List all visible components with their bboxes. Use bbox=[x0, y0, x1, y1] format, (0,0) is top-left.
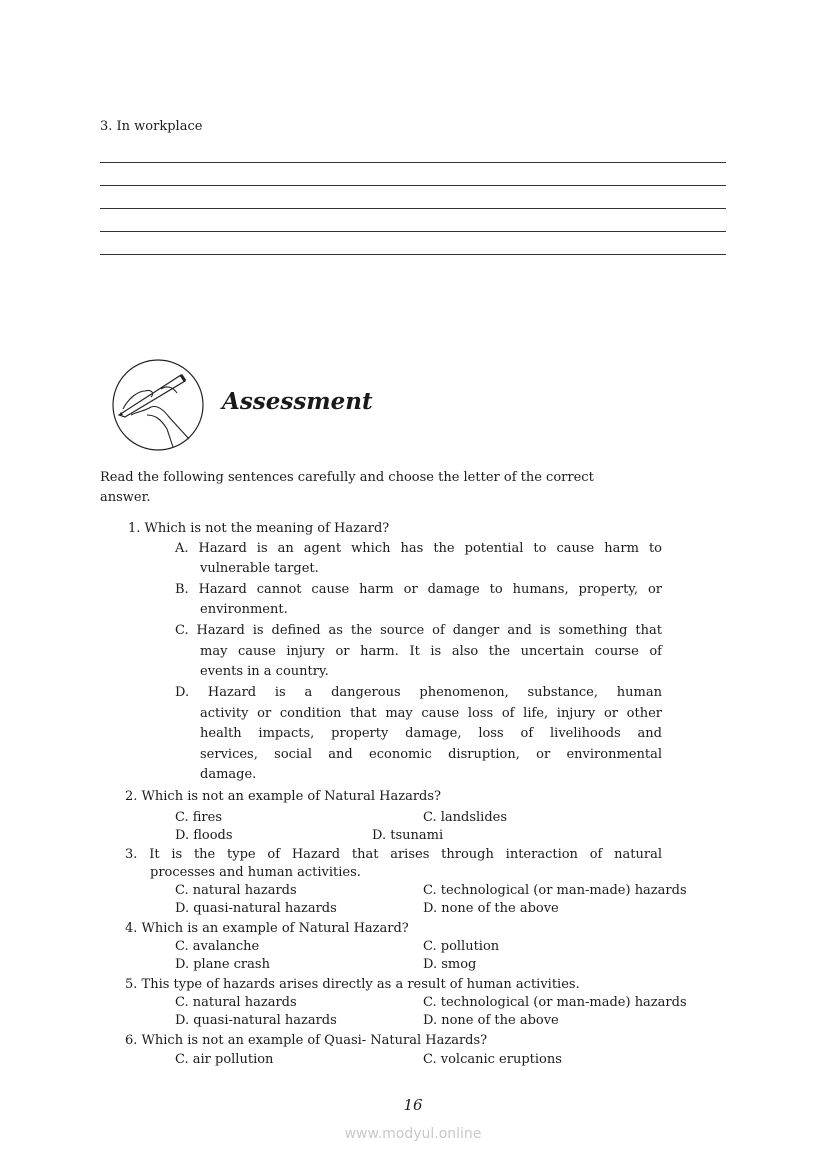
option-a-cont: vulnerable target. bbox=[200, 561, 319, 576]
option[interactable]: D. plane crash bbox=[175, 957, 270, 972]
instructions-line: answer. bbox=[100, 490, 151, 505]
answer-line[interactable] bbox=[100, 162, 726, 163]
question-1-stem: 1. Which is not the meaning of Hazard? bbox=[128, 521, 390, 536]
answer-line[interactable] bbox=[100, 254, 726, 255]
option[interactable]: D. none of the above bbox=[423, 1013, 559, 1028]
activity-item: 3. In workplace bbox=[100, 119, 203, 134]
option-d-cont: services, social and economic disruption, or environmental bbox=[200, 747, 662, 762]
option[interactable]: D. quasi-natural hazards bbox=[175, 901, 337, 916]
option-c-cont: may cause injury or harm. It is also the uncertain course of bbox=[200, 644, 662, 659]
answer-line[interactable] bbox=[100, 185, 726, 186]
option-c-cont: events in a country. bbox=[200, 664, 329, 679]
question-2-stem: 2. Which is not an example of Natural Hazards? bbox=[125, 789, 442, 804]
option[interactable]: C. natural hazards bbox=[175, 995, 297, 1010]
option-d-cont: health impacts, property damage, loss of livelihoods and bbox=[200, 726, 662, 741]
option-b[interactable]: B. Hazard cannot cause harm or damage to humans, property, or bbox=[175, 582, 662, 597]
option[interactable]: C. pollution bbox=[423, 939, 500, 954]
page-number: 16 bbox=[403, 1096, 423, 1114]
answer-line[interactable] bbox=[100, 208, 726, 209]
option[interactable]: C. fires bbox=[175, 810, 222, 825]
option[interactable]: D. none of the above bbox=[423, 901, 559, 916]
section-title: Assessment bbox=[222, 388, 373, 415]
option-d[interactable]: D. Hazard is a dangerous phenomenon, substance, human bbox=[175, 685, 662, 700]
option-a[interactable]: A. Hazard is an agent which has the potential to cause harm to bbox=[175, 541, 662, 556]
option-b-cont: environment. bbox=[200, 602, 288, 617]
hand-writing-icon bbox=[111, 359, 205, 453]
option[interactable]: C. air pollution bbox=[175, 1052, 274, 1067]
option[interactable]: C. volcanic eruptions bbox=[423, 1052, 562, 1067]
option[interactable]: C. technological (or man-made) hazards bbox=[423, 995, 687, 1010]
question-5-stem: 5. This type of hazards arises directly as a result of human activities. bbox=[125, 977, 580, 992]
question-6-stem: 6. Which is not an example of Quasi- Natural Hazards? bbox=[125, 1033, 488, 1048]
option[interactable]: C. avalanche bbox=[175, 939, 260, 954]
option-d-cont: activity or condition that may cause loss of life, injury or other bbox=[200, 706, 662, 721]
option[interactable]: C. landslides bbox=[423, 810, 508, 825]
answer-line[interactable] bbox=[100, 231, 726, 232]
watermark: www.modyul.online bbox=[344, 1126, 482, 1142]
question-4-stem: 4. Which is an example of Natural Hazard? bbox=[125, 921, 409, 936]
option[interactable]: D. quasi-natural hazards bbox=[175, 1013, 337, 1028]
instructions-line: Read the following sentences carefully and choose the letter of the correct bbox=[100, 470, 594, 485]
option[interactable]: C. natural hazards bbox=[175, 883, 297, 898]
option[interactable]: D. smog bbox=[423, 957, 477, 972]
question-3-stem-cont: processes and human activities. bbox=[150, 865, 361, 880]
option[interactable]: D. floods bbox=[175, 828, 233, 843]
option[interactable]: C. technological (or man-made) hazards bbox=[423, 883, 687, 898]
option-c[interactable]: C. Hazard is defined as the source of danger and is something that bbox=[175, 623, 662, 638]
option[interactable]: D. tsunami bbox=[372, 828, 444, 843]
option-d-cont: damage. bbox=[200, 767, 257, 782]
question-3-stem: 3. It is the type of Hazard that arises through interaction of natural bbox=[125, 847, 662, 862]
